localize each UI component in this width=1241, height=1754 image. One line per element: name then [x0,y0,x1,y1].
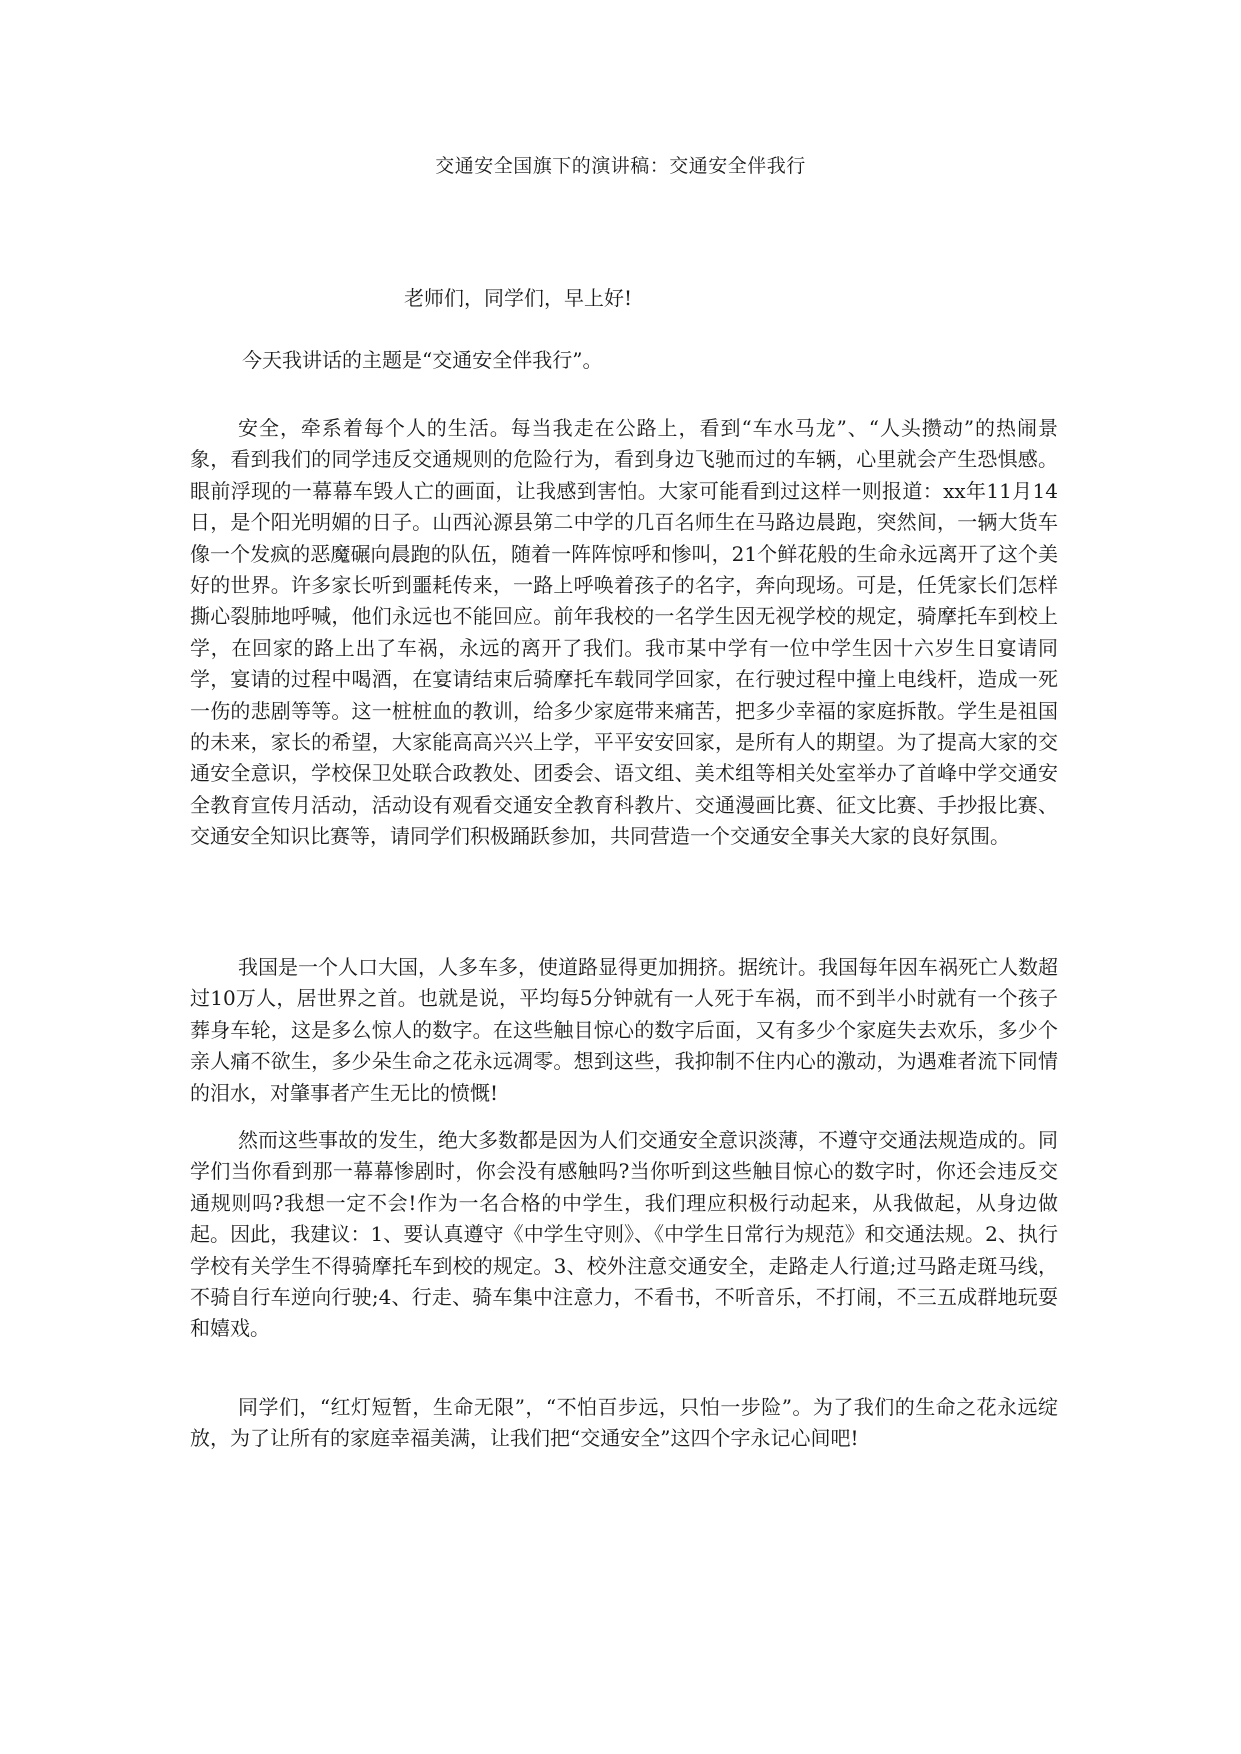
greeting-line: 老师们，同学们，早上好! [404,286,633,310]
paragraph-statistics: 我国是一个人口大国，人多车多，使道路显得更加拥挤。据统计。我国每年因车祸死亡人数超过10万人，居世界之首。也就是说，平均每5分钟就有一人死于车祸，而不到半小时就有一个孩子葬身车轮，这是多么惊人的数字。在这些触目惊心的数字后面，又有多少个家庭失去欢乐，多少个亲人痛不欲生，多少朵生命之花永远凋零。想到这些，我抑制不住内心的激动，为遇难者流下同情的泪水，对肇事者产生无比的愤慨! [190,955,1058,1105]
paragraph-suggestions: 然而这些事故的发生，绝大多数都是因为人们交通安全意识淡薄，不遵守交通法规造成的。同学们当你看到那一幕幕惨剧时，你会没有感触吗?当你听到这些触目惊心的数字时，你还会违反交通规则吗?我想一定不会!作为一名合格的中学生，我们理应积极行动起来，从我做起，从身边做起。因此，我建议：1、要认真遵守《中学生守则》、《中学生日常行为规范》和交通法规。2、执行学校有关学生不得骑摩托车到校的规定。3、校外注意交通安全，走路走人行道;过马路走斑马线，不骑自行车逆向行驶;4、行走、骑车集中注意力，不看书，不听音乐，不打闹，不三五成群地玩耍和嬉戏。 [190,1128,1058,1341]
paragraph-safety: 安全，牵系着每个人的生活。每当我走在公路上，看到“车水马龙”、“人头攒动”的热闹景象，看到我们的同学违反交通规则的危险行为，看到身边飞驰而过的车辆，心里就会产生恐惧感。眼前浮现的一幕幕车毁人亡的画面，让我感到害怕。大家可能看到过这样一则报道：xx年11月14日，是个阳光明媚的日子。山西沁源县第二中学的几百名师生在马路边晨跑，突然间，一辆大货车像一个发疯的恶魔碾向晨跑的队伍，随着一阵阵惊呼和惨叫，21个鲜花般的生命永远离开了这个美好的世界。许多家长听到噩耗传来，一路上呼唤着孩子的名字，奔向现场。可是，任凭家长们怎样撕心裂肺地呼喊，他们永远也不能回应。前年我校的一名学生因无视学校的规定，骑摩托车到校上学，在回家的路上出了车祸，永远的离开了我们。我市某中学有一位中学生因十六岁生日宴请同学，宴请的过程中喝酒，在宴请结束后骑摩托车载同学回家，在行驶过程中撞上电线杆，造成一死一伤的悲剧等等。这一桩桩血的教训，给多少家庭带来痛苦，把多少幸福的家庭拆散。学生是祖国的未来，家长的希望，大家能高高兴兴上学，平平安安回家，是所有人的期望。为了提高大家的交通安全意识，学校保卫处联合政教处、团委会、语文组、美术组等相关处室举办了首峰中学交通安全教育宣传月活动，活动设有观看交通安全教育科教片、交通漫画比赛、征文比赛、手抄报比赛、交通安全知识比赛等，请同学们积极踊跃参加，共同营造一个交通安全事关大家的良好氛围。 [190,416,1058,849]
paragraph-topic: 今天我讲话的主题是“交通安全伴我行”。 [242,348,603,372]
document-title: 交通安全国旗下的演讲稿：交通安全伴我行 [435,155,806,177]
paragraph-closing: 同学们，“红灯短暂，生命无限”，“不怕百步远，只怕一步险”。为了我们的生命之花永远绽放，为了让所有的家庭幸福美满，让我们把“交通安全”这四个字永记心间吧! [190,1395,1058,1451]
